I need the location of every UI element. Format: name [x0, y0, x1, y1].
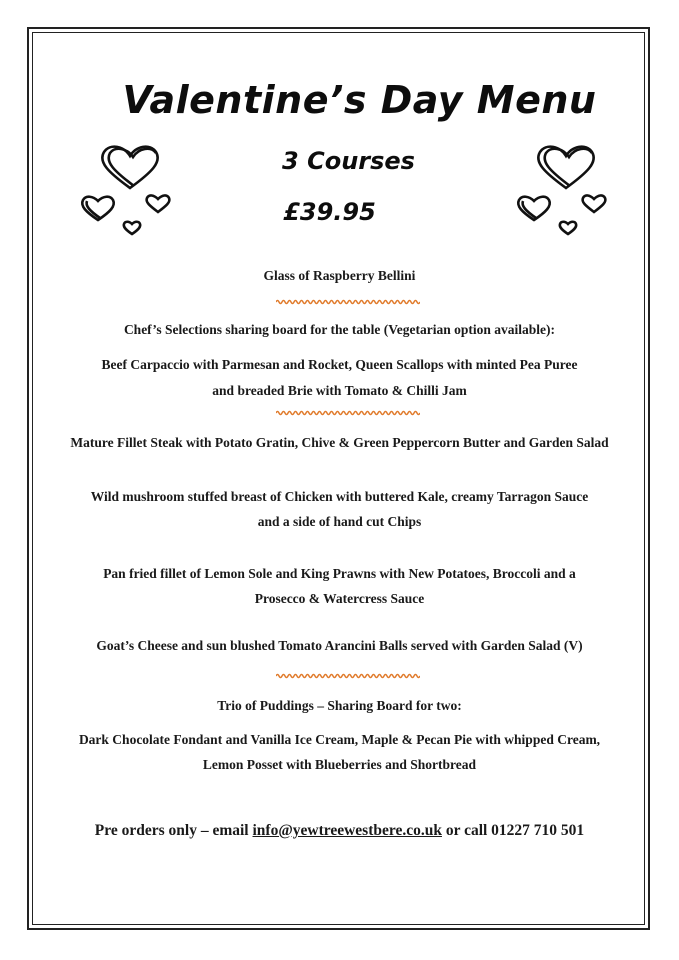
wavy-divider-3 — [276, 673, 420, 679]
main-course-3-line-2: Prosecco & Watercress Sauce — [254, 591, 425, 606]
menu-title: Valentine’s Day Menu — [122, 78, 597, 122]
main-course-1: Mature Fillet Steak with Potato Gratin, Chive & Green Peppercorn Butter and Garden Salad — [70, 435, 609, 450]
hearts-cluster-left-icon — [78, 140, 178, 240]
footer-prefix: Pre orders only – email — [94, 822, 253, 839]
email-link[interactable]: info@yewtreewestbere.co.uk — [252, 822, 442, 839]
drink-line: Glass of Raspberry Bellini — [263, 268, 416, 283]
dessert-line-1: Dark Chocolate Fondant and Vanilla Ice Cream, Maple & Pecan Pie with whipped Cream, — [78, 732, 601, 747]
main-course-2-line-2: and a side of hand cut Chips — [257, 514, 422, 529]
courses-label: 3 Courses — [282, 147, 415, 175]
wavy-divider-1 — [276, 299, 420, 305]
main-course-3-line-1: Pan fried fillet of Lemon Sole and King Prawns with New Potatoes, Broccoli and a — [103, 566, 576, 581]
dessert-line-2: Lemon Posset with Blueberries and Shortbread — [202, 757, 477, 772]
hearts-cluster-right-icon — [514, 140, 614, 240]
preorder-footer — [36, 822, 643, 840]
sharing-heading: Chef’s Selections sharing board for the table (Vegetarian option available): — [123, 322, 556, 337]
wavy-divider-2 — [276, 410, 420, 416]
dessert-heading: Trio of Puddings – Sharing Board for two: — [217, 698, 462, 713]
sharing-line-1: Beef Carpaccio with Parmesan and Rocket, Queen Scallops with minted Pea Puree — [101, 357, 578, 372]
main-course-4: Goat’s Cheese and sun blushed Tomato Arancini Balls served with Garden Salad (V) — [96, 638, 583, 653]
price-label: £39.95 — [283, 198, 376, 226]
main-course-2-line-1: Wild mushroom stuffed breast of Chicken with buttered Kale, creamy Tarragon Sauce — [90, 489, 589, 504]
footer-suffix: or call 01227 710 501 — [441, 822, 585, 839]
sharing-line-2: and breaded Brie with Tomato & Chilli Jam — [212, 383, 467, 398]
